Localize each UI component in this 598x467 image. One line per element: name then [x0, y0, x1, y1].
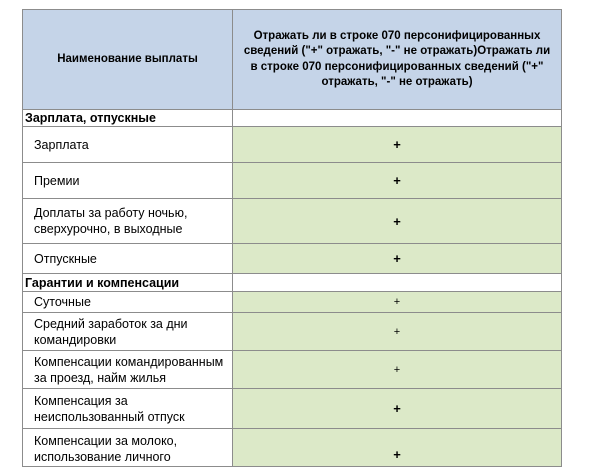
- table-row: [23, 351, 562, 389]
- payment-name: Компенсации командированным за проезд, найм жилья: [23, 351, 233, 389]
- section-row: [23, 274, 562, 292]
- reflect-flag: +: [233, 429, 562, 467]
- payment-name: Средний заработок за дни командировки: [23, 313, 233, 351]
- header-payment-name: Наименование выплаты: [23, 10, 233, 110]
- reflect-flag: +: [233, 292, 562, 313]
- header-row: [23, 10, 562, 110]
- table-row: [23, 313, 562, 351]
- table-row: [23, 199, 562, 244]
- reflect-flag: +: [233, 127, 562, 163]
- section-title: Гарантии и компенсации: [23, 274, 233, 292]
- payment-name: Отпускные: [23, 244, 233, 274]
- payment-name: Компенсация за неиспользованный отпуск: [23, 389, 233, 429]
- payments-table: [22, 9, 562, 467]
- reflect-flag: +: [233, 351, 562, 389]
- payment-name: Суточные: [23, 292, 233, 313]
- section-row: [23, 110, 562, 127]
- reflect-flag: +: [233, 244, 562, 274]
- table-row: [23, 389, 562, 429]
- table-row: [23, 244, 562, 274]
- payment-name: Доплаты за работу ночью, сверхурочно, в выходные: [23, 199, 233, 244]
- header-reflect-flag: Отражать ли в строке 070 персонифицированных сведений ("+" отражать, "-" не отражать)Отражать ли в строке 070 персонифицированных сведений ("+" отражать, "-" не отражать): [233, 10, 562, 110]
- payment-name: Премии: [23, 163, 233, 199]
- payment-name: Компенсации за молоко, использование личного: [23, 429, 233, 467]
- payment-name: Зарплата: [23, 127, 233, 163]
- section-title: Зарплата, отпускные: [23, 110, 233, 127]
- table-row: [23, 429, 562, 467]
- table-row: [23, 163, 562, 199]
- table-row: [23, 127, 562, 163]
- reflect-flag: +: [233, 199, 562, 244]
- reflect-flag: +: [233, 163, 562, 199]
- reflect-flag: +: [233, 389, 562, 429]
- reflect-flag: +: [233, 313, 562, 351]
- table-row: [23, 292, 562, 313]
